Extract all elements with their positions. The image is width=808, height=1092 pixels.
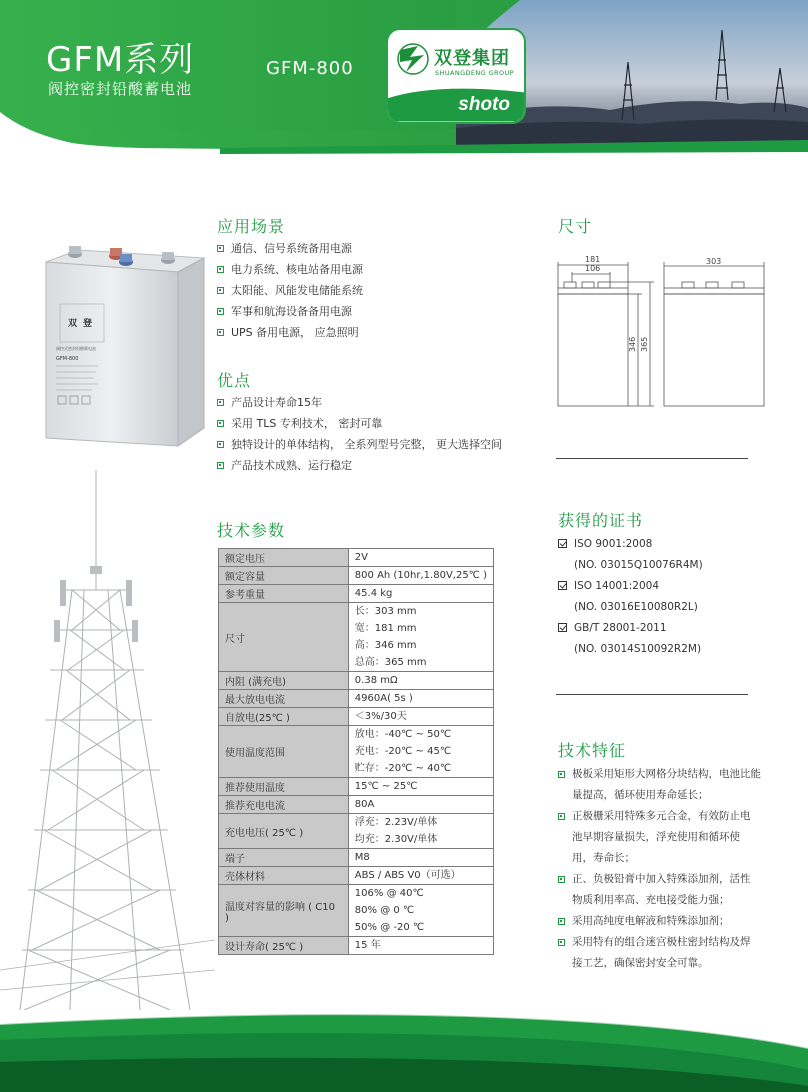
spec-key: 设计寿命( 25℃ )	[219, 937, 349, 955]
svg-text:登: 登	[83, 319, 93, 329]
list-item: 产品技术成熟、运行稳定	[217, 455, 502, 476]
shuangdeng-logo-icon	[396, 42, 430, 76]
spec-key: 使用温度范围	[219, 726, 349, 778]
bullet-icon	[217, 245, 224, 252]
spec-value	[348, 708, 493, 726]
spec-value-line: 浮充：2.23V/单体	[354, 817, 438, 828]
bullet-icon	[558, 771, 565, 778]
features-list	[558, 764, 768, 974]
dim-length: 303	[706, 257, 722, 266]
certificate-item: ISO 9001:2008	[558, 538, 652, 550]
list-item: 正极栅采用特殊多元合金，有效防止电 池早期容量损失，浮充使用和循环使 用，寿命长；	[558, 806, 768, 869]
spec-value	[348, 796, 493, 814]
list-item: 采用 TLS 专利技术， 密封可靠	[217, 413, 502, 434]
spec-value-line: 80A	[354, 799, 375, 810]
spec-value	[348, 726, 493, 778]
table-row	[219, 796, 494, 814]
spec-table	[218, 548, 494, 955]
spec-value-line: 80% @ 0 ℃	[354, 905, 415, 916]
dimension-drawing	[556, 252, 768, 412]
list-item: 采用高纯度电解液和特殊添加剂；	[558, 911, 768, 932]
spec-key: 端子	[219, 849, 349, 867]
spec-key: 推荐使用温度	[219, 778, 349, 796]
spec-value-line: 充电：-20℃ ~ 45℃	[354, 746, 452, 757]
checkbox-icon	[558, 539, 567, 548]
bullet-icon	[558, 813, 565, 820]
list-item: 正、负极铅膏中加入特殊添加剂，活性 物质利用率高、充电接受能力强；	[558, 869, 768, 911]
applications-heading: 应用场景	[217, 217, 286, 236]
series-subtitle: 阀控密封铅酸蓄电池	[48, 80, 193, 98]
certificate-item: GB/T 28001-2011	[558, 622, 667, 634]
table-row	[219, 814, 494, 849]
certificate-item: ISO 14001:2004	[558, 580, 659, 592]
list-item: 采用特有的组合迷宫极柱密封结构及焊 接工艺，确保密封安全可靠。	[558, 932, 768, 974]
list-item: 极板采用矩形大网格分块结构，电池比能 量提高，循环使用寿命延长；	[558, 764, 768, 806]
spec-value-line: 宽：181 mm	[354, 623, 417, 634]
spec-key: 温度对容量的影响 ( C10 )	[219, 885, 349, 937]
spec-value	[348, 603, 493, 672]
spec-value-line: M8	[354, 852, 370, 863]
spec-value	[348, 885, 493, 937]
list-item: 独特设计的单体结构， 全系列型号完整， 更大选择空间	[217, 434, 502, 455]
table-row	[219, 690, 494, 708]
spec-value-line: 总高：365 mm	[354, 657, 427, 668]
table-row	[219, 885, 494, 937]
table-row	[219, 726, 494, 778]
table-row	[219, 585, 494, 603]
header-banner	[0, 0, 808, 168]
table-row	[219, 867, 494, 885]
spec-value-line: 106% @ 40℃	[354, 888, 424, 899]
spec-key: 壳体材料	[219, 867, 349, 885]
dim-height-total: 365	[640, 336, 649, 352]
spec-key: 自放电(25℃ )	[219, 708, 349, 726]
bullet-icon	[558, 876, 565, 883]
dim-width-inner: 106	[585, 264, 601, 273]
checkbox-icon	[558, 581, 567, 590]
list-item: 产品设计寿命15年	[217, 392, 502, 413]
bullet-icon	[217, 287, 224, 294]
spec-key: 额定容量	[219, 567, 349, 585]
spec-value	[348, 814, 493, 849]
spec-value	[348, 549, 493, 567]
spec-value	[348, 849, 493, 867]
table-row	[219, 778, 494, 796]
spec-value	[348, 937, 493, 955]
certificate-number: (NO. 03015Q10076R4M)	[574, 559, 703, 571]
features-heading: 技术特征	[558, 741, 627, 760]
checkbox-icon	[558, 623, 567, 632]
spec-value	[348, 585, 493, 603]
table-row	[219, 567, 494, 585]
dimensions-heading: 尺寸	[558, 217, 593, 236]
certificate-number: (NO. 03016E10080R2L)	[574, 601, 698, 613]
logo-brand: shoto	[458, 94, 510, 115]
spec-key: 参考重量	[219, 585, 349, 603]
battery-label-name: 阀控式密封铅酸蓄电池	[56, 346, 96, 351]
spec-key: 尺寸	[219, 603, 349, 672]
list-item: 军事和航海设备备用电源	[217, 301, 363, 322]
spec-value-line: 贮存：-20℃ ~ 40℃	[354, 763, 452, 774]
certificates-heading: 获得的证书	[558, 511, 644, 530]
spec-value-line: 4960A( 5s )	[354, 693, 413, 704]
series-title: GFM系列	[46, 40, 195, 80]
battery-product-image	[38, 232, 208, 452]
spec-key: 充电电压( 25℃ )	[219, 814, 349, 849]
advantages-heading: 优点	[217, 371, 252, 390]
spec-value-line: 50% @ -20 ℃	[354, 922, 425, 933]
logo-chinese-name: 双登集团	[434, 48, 510, 69]
spec-key: 最大放电电流	[219, 690, 349, 708]
bullet-icon	[217, 266, 224, 273]
spec-value-line: ABS / ABS V0（可选）	[354, 870, 461, 881]
bullet-icon	[558, 918, 565, 925]
spec-key: 推荐充电电流	[219, 796, 349, 814]
footer-wave	[0, 1000, 808, 1092]
spec-value-line: 长：303 mm	[354, 606, 417, 617]
spec-value-line: 45.4 kg	[354, 588, 393, 599]
spec-key: 额定电压	[219, 549, 349, 567]
spec-value-line: 高：346 mm	[354, 640, 417, 651]
divider	[556, 694, 748, 695]
bullet-icon	[558, 939, 565, 946]
spec-value	[348, 778, 493, 796]
table-row	[219, 549, 494, 567]
bullet-icon	[217, 308, 224, 315]
certificate-number: (NO. 03014S10092R2M)	[574, 643, 702, 655]
spec-value-line: ＜3%/30天	[354, 711, 407, 722]
table-row	[219, 603, 494, 672]
spec-key: 内阻 (满充电)	[219, 672, 349, 690]
table-row	[219, 708, 494, 726]
applications-list	[217, 238, 363, 343]
bullet-icon	[217, 462, 224, 469]
list-item: 太阳能、风能发电储能系统	[217, 280, 363, 301]
list-item: UPS 备用电源， 应急照明	[217, 322, 363, 343]
dim-height-body: 346	[628, 336, 637, 352]
spec-value-line: 0.38 mΩ	[354, 675, 398, 686]
spec-value-line: 800 Ah (10hr,1.80V,25℃ )	[354, 570, 487, 581]
logo-english-name: SHUANGDENG GROUP	[435, 69, 514, 77]
spec-value	[348, 867, 493, 885]
table-row	[219, 849, 494, 867]
telecom-tower-illustration	[0, 470, 215, 1010]
list-item: 通信、信号系统备用电源	[217, 238, 363, 259]
model-name: GFM-800	[266, 58, 354, 79]
spec-value-line: 均充：2.30V/单体	[354, 834, 438, 845]
bullet-icon	[217, 399, 224, 406]
divider	[556, 458, 748, 459]
bullet-icon	[217, 441, 224, 448]
bullet-icon	[217, 329, 224, 336]
dim-width-outer: 181	[585, 255, 601, 264]
specs-heading: 技术参数	[217, 521, 286, 540]
spec-value-line: 15℃ ~ 25℃	[354, 781, 418, 792]
company-logo	[386, 28, 526, 124]
spec-value-line: 15 年	[354, 940, 381, 951]
battery-label-model: GFM-800	[56, 356, 79, 362]
spec-value	[348, 690, 493, 708]
list-item: 电力系统、核电站备用电源	[217, 259, 363, 280]
spec-value-line: 2V	[354, 552, 368, 563]
advantages-list	[217, 392, 502, 476]
spec-value-line: 放电：-40℃ ~ 50℃	[354, 729, 452, 740]
svg-text:双: 双	[68, 319, 78, 329]
spec-value	[348, 672, 493, 690]
table-row	[219, 937, 494, 955]
bullet-icon	[217, 420, 224, 427]
spec-value	[348, 567, 493, 585]
table-row	[219, 672, 494, 690]
